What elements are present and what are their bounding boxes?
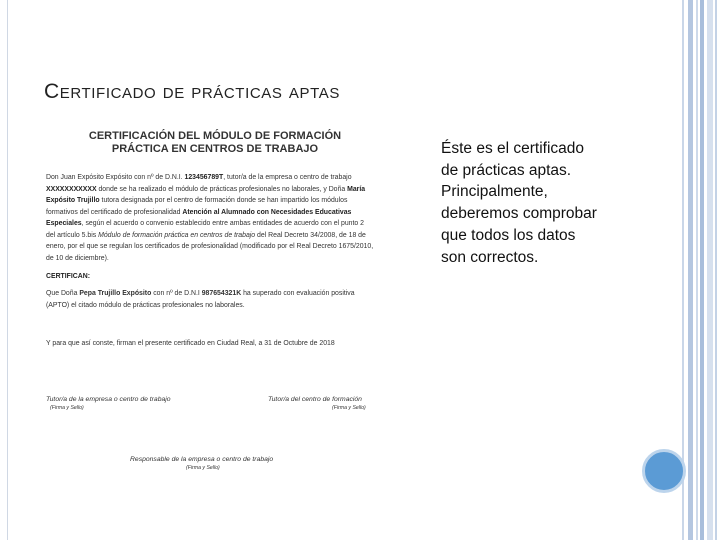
slide-title: Certificado de prácticas aptas xyxy=(44,80,340,103)
module-name: Módulo de formación práctica en centros de trabajo xyxy=(98,231,256,239)
certificate-closing: Y para que así conste, firman el presente certificado en Ciudad Real, a 31 de Octubre de 2018 xyxy=(46,340,335,347)
student-dni: 987654321K xyxy=(201,290,242,297)
signature-company-tutor xyxy=(46,396,171,412)
text-run: Que Doña xyxy=(46,290,80,297)
certificate-document xyxy=(40,130,380,470)
certificate-heading xyxy=(40,130,380,156)
signature-note: (Firma y Sello) xyxy=(50,405,84,411)
text-run: Don Juan Expósito Expósito con nº de D.N.I. xyxy=(46,174,185,181)
certificate-paragraph-1 xyxy=(40,172,374,264)
slide-left-border xyxy=(7,0,8,540)
rail-line xyxy=(707,0,713,540)
signature-label: Responsable de la empresa o centro de trabajo xyxy=(130,456,274,463)
training-tutor-name: María Expósito Trujillo xyxy=(46,185,366,204)
rail-line xyxy=(696,0,698,540)
tutor-dni: 123456789T xyxy=(184,174,224,181)
text-run: con nº de D.N.I xyxy=(151,290,202,297)
company-name: XXXXXXXXXXX xyxy=(46,185,97,193)
signature-note: (Firma y Sello) xyxy=(186,465,220,471)
signature-note: (Firma y Sello) xyxy=(332,405,366,411)
certify-label: CERTIFICAN: xyxy=(46,273,91,280)
text-run: , según el acuerdo o convenio establecido entre ambas entidades de acuerdo con el punto 2 del artículo 5.bis xyxy=(46,220,364,239)
certificate-heading-line2: PRÁCTICA EN CENTROS DE TRABAJO xyxy=(111,143,319,155)
certificate-heading-line1: CERTIFICACIÓN DEL MÓDULO DE FORMACIÓN xyxy=(88,130,342,142)
text-run: del Real Decreto 34/2008, de 18 de enero, por el que se regulan los certificados de profesionalidad (modificado por el Real Decreto 1675/2010, de 10 de diciembre). xyxy=(46,231,374,262)
text-run: donde se ha realizado el módulo de prácticas profesionales no laborales, y Doña xyxy=(96,185,348,193)
student-name: Pepa Trujillo Expósito xyxy=(79,290,152,297)
rail-line xyxy=(715,0,717,540)
signature-label: Tutor/a de la empresa o centro de trabajo xyxy=(46,396,171,403)
text-run: ha superado con evaluación positiva (APTO) el citado módulo de prácticas profesionales no laborales. xyxy=(46,290,355,309)
decorative-circle xyxy=(642,449,686,493)
signature-responsible xyxy=(130,456,273,472)
course-name: Atención al Alumnado con Necesidades Educativas Especiales xyxy=(46,208,352,227)
signature-training-tutor xyxy=(268,396,366,412)
text-run: , tutor/a de la empresa o centro de trabajo xyxy=(223,174,352,181)
rail-line xyxy=(688,0,693,540)
slide-body-text: Éste es el certificado de prácticas aptas. Principalmente, deberemos comprobar que todos los datos son correctos. xyxy=(441,140,597,266)
signature-label: Tutor/a del centro de formación xyxy=(268,396,362,403)
rail-line xyxy=(700,0,704,540)
text-run: tutora designada por el centro de formación donde se han impartido los módulos formativos del certificado de profesionalidad xyxy=(46,197,348,216)
certificate-paragraph-2 xyxy=(40,288,374,311)
